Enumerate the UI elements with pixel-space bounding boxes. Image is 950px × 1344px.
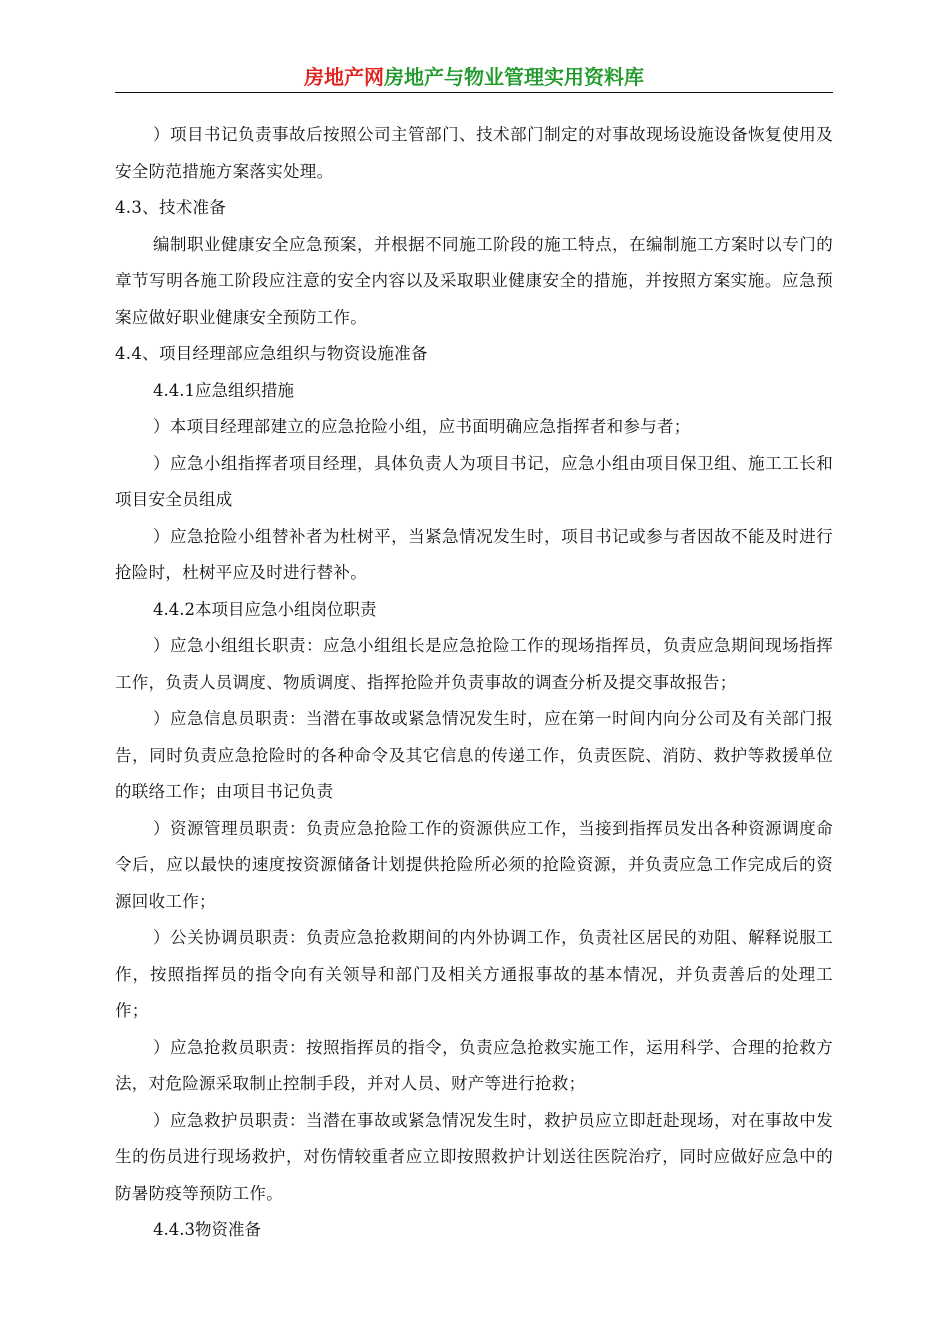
section-heading: 4.3、技术准备	[115, 198, 227, 217]
paragraph: ）资源管理员职责：负责应急抢险工作的资源供应工作，当接到指挥员发出各种资源调度命令后，应以最快的速度按资源储备计划提供抢险所必须的抢险资源，并负责应急工作完成后的资源回收工作；	[115, 818, 833, 911]
subsection-heading: 4.4.2本项目应急小组岗位职责	[153, 599, 377, 619]
subsection-heading: 4.4.1应急组织措施	[153, 380, 294, 400]
document-body	[115, 117, 833, 1249]
paragraph: ）应急小组组长职责：应急小组组长是应急抢险工作的现场指挥员，负责应急期间现场指挥工作，负责人员调度、物质调度、指挥抢险并负责事故的调查分析及提交事故报告；	[115, 636, 833, 692]
paragraph: ）应急小组指挥者项目经理，具体负责人为项目书记，应急小组由项目保卫组、施工工长和项目安全员组成	[115, 453, 833, 509]
paragraph: ）应急抢险小组替补者为杜树平，当紧急情况发生时，项目书记或参与者因故不能及时进行抢险时，杜树平应及时进行替补。	[115, 526, 833, 582]
paragraph: ）应急抢救员职责：按照指挥员的指令，负责应急抢救实施工作，运用科学、合理的抢救方法，对危险源采取制止控制手段，并对人员、财产等进行抢救；	[115, 1037, 833, 1093]
header-title: 房地产与物业管理实用资料库	[384, 65, 644, 89]
paragraph: ）公关协调员职责：负责应急抢救期间的内外协调工作，负责社区居民的劝阻、解释说服工作，按照指挥员的指令向有关领导和部门及相关方通报事故的基本情况，并负责善后的处理工作；	[115, 928, 833, 1020]
paragraph: ）本项目经理部建立的应急抢险小组，应书面明确应急指挥者和参与者；	[153, 417, 691, 436]
paragraph: 编制职业健康安全应急预案，并根据不同施工阶段的施工特点，在编制施工方案时以专门的章节写明各施工阶段应注意的安全内容以及采取职业健康安全的措施，并按照方案实施。应急预案应做好职业健康安全预防工作。	[115, 234, 833, 327]
section-heading: 4.4、项目经理部应急组织与物资设施准备	[115, 344, 428, 363]
page-header	[115, 62, 833, 92]
paragraph: ）应急救护员职责：当潜在事故或紧急情况发生时，救护员应立即赶赴现场，对在事故中发生的伤员进行现场救护，对伤情较重者应立即按照救护计划送往医院治疗，同时应做好应急中的防暑防疫等预防工作。	[115, 1110, 833, 1203]
paragraph: ）项目书记负责事故后按照公司主管部门、技术部门制定的对事故现场设施设备恢复使用及安全防范措施方案落实处理。	[115, 125, 833, 181]
paragraph: ）应急信息员职责：当潜在事故或紧急情况发生时，应在第一时间内向分公司及有关部门报告，同时负责应急抢险时的各种命令及其它信息的传递工作，负责医院、消防、救护等救援单位的联络工作；由项目书记负责	[115, 709, 833, 801]
header-rule	[115, 92, 833, 93]
header-brand: 房地产网	[304, 65, 384, 89]
subsection-heading: 4.4.3物资准备	[153, 1220, 261, 1239]
